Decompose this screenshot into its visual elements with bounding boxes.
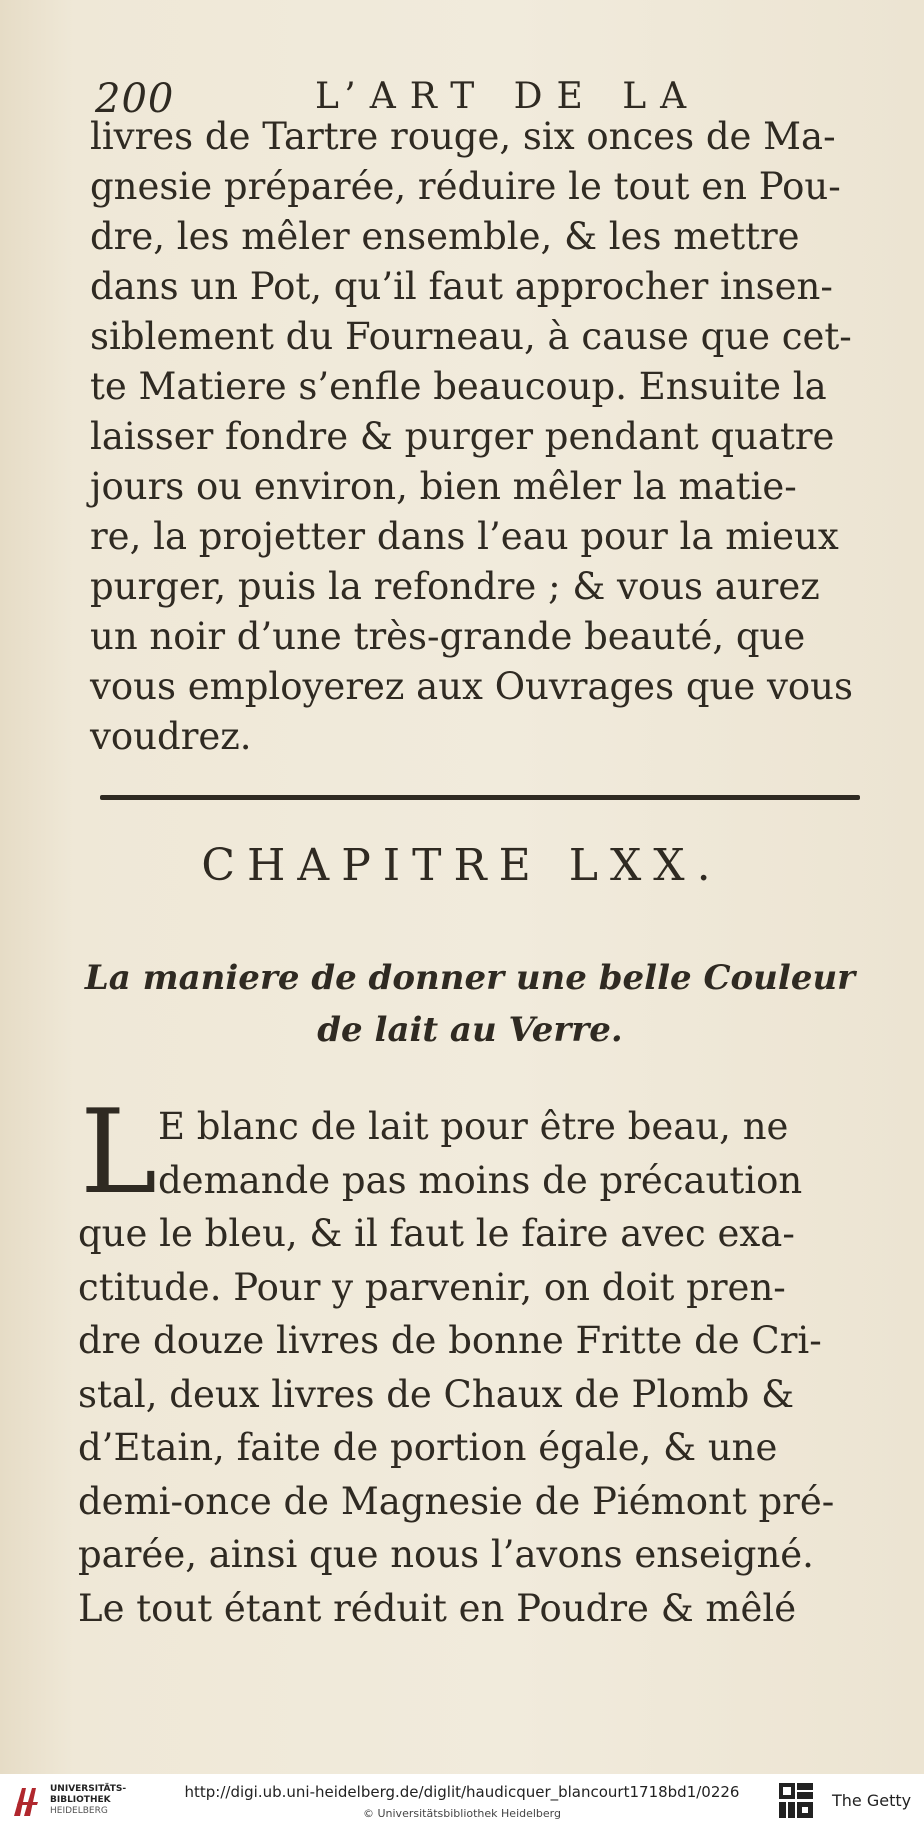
text-line: re, la projetter dans l’eau pour la mieux xyxy=(90,515,839,558)
viewer-footer xyxy=(0,1774,924,1829)
text-line: ctitude. Pour y parvenir, on doit pren- xyxy=(78,1265,786,1309)
text-line: te Matiere s’enfle beaucoup. Ensuite la xyxy=(90,365,827,408)
subtitle-line: de lait au Verre. xyxy=(317,1010,623,1050)
permalink-url[interactable]: http://digi.ub.uni-heidelberg.de/diglit/haudicquer_blancourt1718bd1/0226 xyxy=(184,1783,740,1801)
text-line: siblement du Fourneau, à cause que cet- xyxy=(90,315,852,358)
subtitle-line: La maniere de donner une belle Couleur xyxy=(84,958,856,998)
text-line: dre, les mêler ensemble, & les mettre xyxy=(90,215,800,258)
text-line: vous employerez aux Ouvrages que vous xyxy=(90,665,853,708)
text-line: purger, puis la refondre ; & vous aurez xyxy=(90,565,820,608)
text-line: Le tout étant réduit en Poudre & mêlé xyxy=(78,1586,797,1630)
text-line: parée, ainsi que nous l’avons enseigné. xyxy=(78,1533,814,1576)
partner-name: The Getty xyxy=(832,1791,912,1810)
text-line: dans un Pot, qu’il faut approcher insen- xyxy=(90,265,833,308)
body-text-continuation xyxy=(90,112,860,762)
getty-logo-icon xyxy=(778,1782,814,1820)
drop-cap: L xyxy=(80,1085,158,1220)
text-line: livres de Tartre rouge, six onces de Ma- xyxy=(90,115,836,158)
copyright-notice: © Universitätsbibliothek Heidelberg xyxy=(362,1807,561,1820)
institution-name: UNIVERSITÄTS- BIBLIOTHEK HEIDELBERG xyxy=(50,1784,127,1816)
text-line: d’Etain, faite de portion égale, & une xyxy=(78,1426,778,1469)
running-head: L’ART DE LA xyxy=(315,76,701,117)
text-line: que le bleu, & il faut le faire avec exa- xyxy=(78,1212,795,1255)
page-number: 200 xyxy=(95,76,175,122)
text-line: laisser fondre & purger pendant quatre xyxy=(90,415,835,458)
chapter-title: CHAPITRE LXX. xyxy=(201,840,723,891)
text-line: E blanc de lait pour être beau, ne xyxy=(158,1105,789,1148)
text-line: jours ou environ, bien mêler la matie- xyxy=(90,465,797,508)
text-line: gnesie préparée, réduire le tout en Pou- xyxy=(90,165,841,208)
chapter-subtitle xyxy=(80,952,860,1056)
text-line: demi-once de Magnesie de Piémont pré- xyxy=(78,1479,835,1523)
text-line: demande pas moins de précaution xyxy=(158,1158,803,1202)
text-line: un noir d’une très-grande beauté, que xyxy=(90,615,806,658)
text-line: stal, deux livres de Chaux de Plomb & xyxy=(78,1372,795,1416)
text-line: dre douze livres de bonne Fritte de Cri- xyxy=(78,1319,822,1362)
chapter-body-text xyxy=(78,1085,868,1635)
text-line: voudrez. xyxy=(90,715,252,758)
section-divider xyxy=(100,795,860,800)
